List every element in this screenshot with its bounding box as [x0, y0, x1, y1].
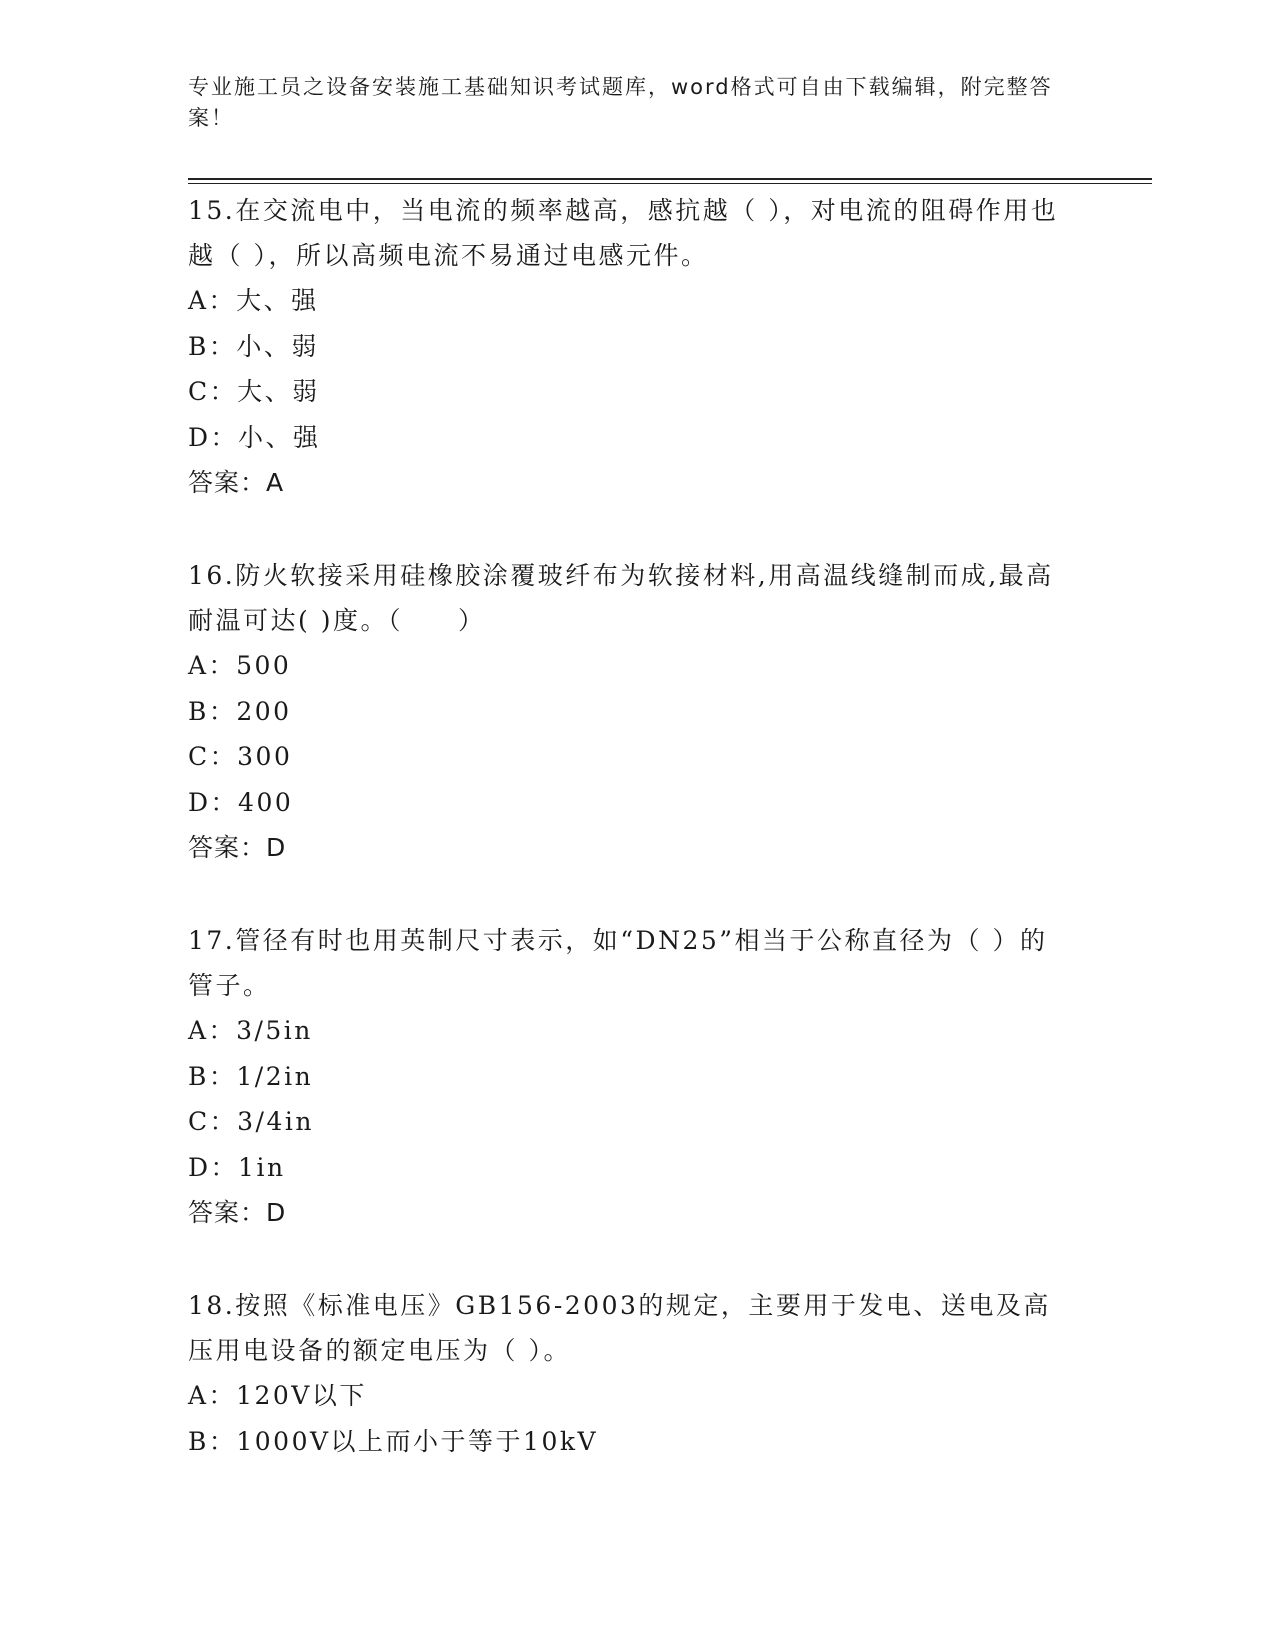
option-text: 大、强	[236, 286, 319, 315]
option-b	[188, 324, 1088, 370]
question-16	[188, 553, 1088, 870]
option-text: 300	[237, 742, 293, 771]
option-d	[188, 1145, 1088, 1191]
option-key: A：	[188, 286, 237, 315]
answer-line: 答案：A	[188, 468, 285, 497]
option-a	[188, 643, 1088, 689]
document-header: 专业施工员之设备安装施工基础知识考试题库，word格式可自由下载编辑，附完整答案！	[188, 75, 1053, 130]
question-stem: 15.在交流电中，当电流的频率越高，感抗越（ ），对电流的阻碍作用也越（ ），所以高频电流不易通过电感元件。	[188, 196, 1059, 270]
option-b	[188, 1054, 1088, 1100]
option-c	[188, 369, 1088, 415]
option-b	[188, 689, 1088, 735]
option-key: B：	[188, 1426, 237, 1456]
option-text: 小、强	[238, 422, 321, 452]
answer-line: 答案：D	[188, 833, 287, 862]
option-key: A：	[188, 1381, 237, 1410]
option-key: A：	[188, 651, 237, 680]
option-d	[188, 780, 1088, 826]
option-a	[188, 1008, 1088, 1054]
question-18	[188, 1283, 1088, 1464]
option-c	[188, 734, 1088, 780]
option-text: 3/5in	[236, 1016, 313, 1045]
option-key: B：	[188, 696, 237, 726]
option-b	[188, 1419, 1088, 1465]
option-key: B：	[188, 1061, 237, 1091]
answer-line: 答案：D	[188, 1198, 287, 1227]
option-key: A：	[188, 1016, 237, 1045]
option-text: 小、弱	[236, 331, 319, 361]
option-a	[188, 278, 1088, 324]
option-key: D：	[188, 787, 239, 817]
option-text: 120V以下	[236, 1381, 367, 1410]
option-text: 1000V以上而小于等于10kV	[236, 1426, 599, 1456]
option-text: 1/2in	[236, 1061, 314, 1091]
option-key: D：	[188, 1152, 239, 1182]
option-d	[188, 415, 1088, 461]
option-key: B：	[188, 331, 237, 361]
header-divider-bottom	[188, 183, 1152, 184]
option-text: 500	[236, 651, 292, 680]
option-text: 200	[236, 696, 292, 726]
option-text: 3/4in	[237, 1107, 314, 1136]
question-17	[188, 918, 1088, 1235]
option-key: C：	[188, 1107, 238, 1136]
option-text: 大、弱	[237, 377, 320, 406]
option-a	[188, 1373, 1088, 1419]
option-text: 400	[238, 787, 294, 817]
option-key: D：	[188, 422, 239, 452]
question-stem: 16.防火软接采用硅橡胶涂覆玻纤布为软接材料,用高温线缝制而成,最高耐温可达( )度。（ ）	[188, 561, 1054, 635]
option-text: 1in	[238, 1152, 286, 1182]
question-15	[188, 188, 1088, 505]
option-key: C：	[188, 742, 238, 771]
question-stem: 18.按照《标准电压》GB156-2003的规定，主要用于发电、送电及高压用电设备的额定电压为（ ）。	[188, 1291, 1051, 1365]
header-divider-top	[188, 178, 1152, 180]
question-stem: 17.管径有时也用英制尺寸表示，如“DN25”相当于公称直径为（ ）的管子。	[188, 926, 1048, 1000]
option-key: C：	[188, 377, 238, 406]
option-c	[188, 1099, 1088, 1145]
